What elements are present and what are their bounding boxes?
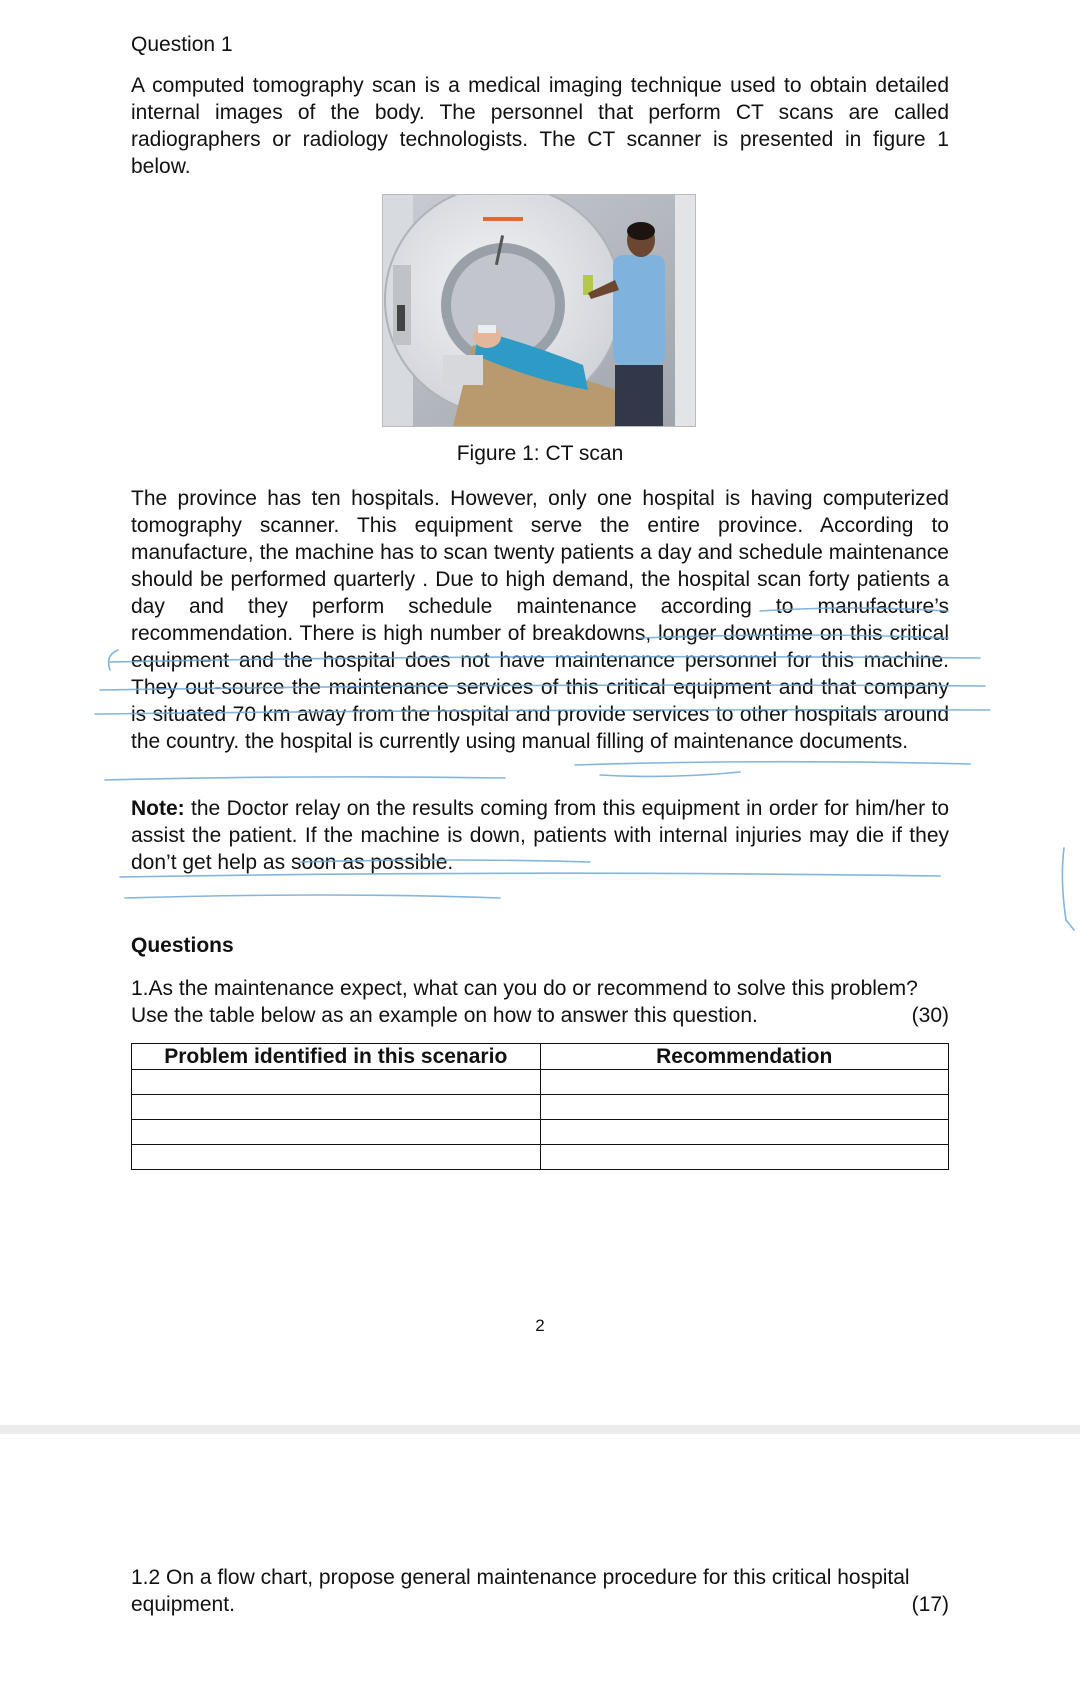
table-row: [132, 1070, 949, 1095]
document-page-2: [0, 1434, 1080, 1694]
table-cell[interactable]: [540, 1070, 949, 1095]
question-title: Question 1: [131, 33, 233, 56]
ink-underline: [125, 895, 500, 898]
question-1-2-line-2-row: [131, 1591, 949, 1618]
note-text: the Doctor relay on the results coming from this equipment in order for him/her to assist the patient. If the machine is down, patients with internal injuries may die if they don’t get help as soon as possible.: [131, 797, 949, 874]
questions-heading-block: [131, 932, 949, 959]
question-1-line-2-row: [131, 1002, 949, 1029]
table-header-row: [132, 1044, 949, 1070]
ink-bracket: [109, 650, 118, 670]
questions-heading: Questions: [131, 934, 234, 957]
table-cell[interactable]: [132, 1145, 541, 1170]
ct-scan-figure: [382, 194, 696, 427]
note-paragraph: [131, 795, 949, 876]
ink-bracket: [1062, 848, 1074, 930]
table-row: [132, 1145, 949, 1170]
page-number: 2: [535, 1316, 545, 1335]
page-separator: [0, 1425, 1080, 1434]
table-cell[interactable]: [540, 1095, 949, 1120]
table-row: [132, 1095, 949, 1120]
table-cell[interactable]: [132, 1070, 541, 1095]
question-1-2-block: [131, 1564, 949, 1618]
intro-block: [131, 72, 949, 180]
ink-underline: [105, 777, 505, 780]
question-1-2-line-1: 1.2 On a flow chart, propose general maintenance procedure for this critical hospital: [131, 1566, 910, 1589]
question-1-marks: (30): [911, 1004, 949, 1027]
table-row: [132, 1120, 949, 1145]
note-label: Note:: [131, 797, 185, 820]
scenario-block: [131, 485, 949, 755]
note-block: [131, 795, 949, 876]
question-1-2-marks: (17): [911, 1593, 949, 1616]
question-1-line-2: Use the table below as an example on how to answer this question.: [131, 1004, 758, 1027]
table-header-recommendation: Recommendation: [540, 1044, 949, 1070]
ink-underline: [600, 772, 740, 776]
question-1-block: [131, 975, 949, 1029]
table-cell[interactable]: [540, 1120, 949, 1145]
answer-table: [131, 1043, 949, 1170]
question-1-line-1: 1.As the maintenance expect, what can you do or recommend to solve this problem?: [131, 977, 918, 1000]
question-1-2-line-2: equipment.: [131, 1593, 235, 1616]
scenario-paragraph: The province has ten hospitals. However, only one hospital is having computerized tomography scanner. This equipment serve the entire province. According to manufacture, the machine has to scan twenty patients a day and schedule maintenance should be performed quarterly . Due to high demand, the hospital scan forty patients a day and they perform schedule maintenance according to manufacture’s recommendation. There is high number of breakdowns, longer downtime on this critical equipment and the hospital does not have maintenance personnel for this machine. They out-source the maintenance services of this critical equipment and that company is situated 70 km away from the hospital and provide services to other hospitals around the country. the hospital is currently using manual filling of maintenance documents.: [131, 487, 949, 753]
table-header-problem: Problem identified in this scenario: [132, 1044, 541, 1070]
table-cell[interactable]: [540, 1145, 949, 1170]
intro-paragraph: A computed tomography scan is a medical imaging technique used to obtain detailed internal images of the body. The personnel that perform CT scans are called radiographers or radiology technologists. The CT scanner is presented in figure 1 below.: [131, 74, 949, 178]
ct-scan-photo: [383, 195, 695, 426]
table-cell[interactable]: [132, 1095, 541, 1120]
table-cell[interactable]: [132, 1120, 541, 1145]
figure-caption: Figure 1: CT scan: [456, 442, 624, 465]
ink-underline: [575, 762, 970, 765]
question-title-block: [131, 31, 949, 58]
